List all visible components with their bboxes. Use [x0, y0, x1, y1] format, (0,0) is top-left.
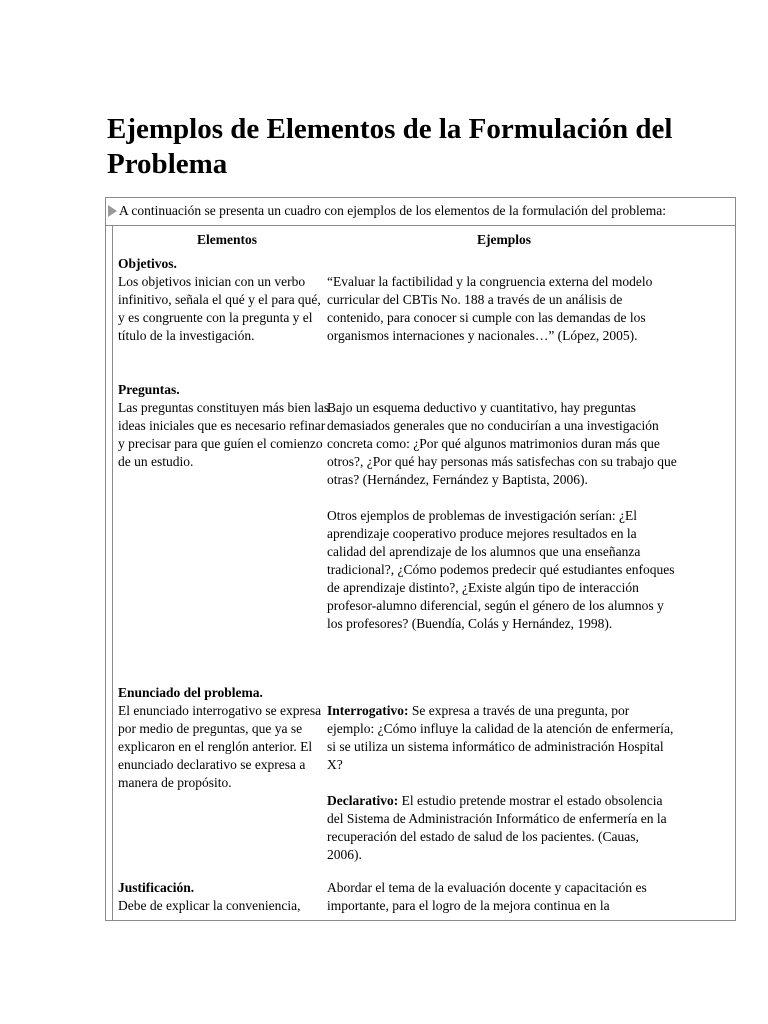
- example-label: Interrogativo:: [327, 703, 409, 718]
- element-heading: Justificación.: [118, 880, 195, 895]
- element-description: El enunciado interrogativo se expresa por medio de preguntas, que ya se explicaron en el renglón anterior. El enunciado declarativo se expresa a manera de propósito.: [118, 703, 322, 790]
- examples-table: [105, 197, 736, 921]
- example-text: Abordar el tema de la evaluación docente y capacitación es importante, para el logro de la mejora continua en la: [327, 880, 647, 913]
- table-intro-text: A continuación se presenta un cuadro con ejemplos de los elementos de la formulación del problema:: [119, 203, 666, 218]
- table-body: [112, 226, 735, 920]
- element-heading: Enunciado del problema.: [118, 685, 263, 700]
- example-label: Declarativo:: [327, 793, 399, 808]
- example-cell-objetivos: [327, 273, 677, 345]
- table-intro-row: [106, 198, 735, 226]
- element-cell-enunciado: [118, 684, 330, 792]
- element-cell-justificacion: [118, 879, 330, 915]
- element-cell-objetivos: [118, 255, 330, 345]
- example-text: Otros ejemplos de problemas de investigación serían: ¿El aprendizaje cooperativo produce mejores resultados en la calidad del aprendizaje de los alumnos que una enseñanza tradicional?, ¿Cómo podemos predecir qué estudiantes enfoques de aprendizaje distinto?, ¿Existe algún tipo de interacción profesor-alumno diferencial, según el género de los alumnos y los profesores? (Buendía, Colás y Hernández, 1998).: [327, 508, 675, 631]
- example-cell-justificacion: [327, 879, 677, 915]
- example-text: Bajo un esquema deductivo y cuantitativo, hay preguntas demasiados generales que no conducirían a una investigación concreta como: ¿Por qué algunos matrimonios duran más que otros?, ¿Por qué hay personas más satisfechas con su trabajo que otras? (Hernández, Fernández y Baptista, 2006).: [327, 400, 677, 487]
- example-cell-enunciado: [327, 702, 677, 864]
- example-text: “Evaluar la factibilidad y la congruencia externa del modelo curricular del CBTis No. 188 a través de un análisis de contenido, para conocer si cumple con las demandas de los organismos internaciones y nacionales…” (López, 2005).: [327, 274, 653, 343]
- example-declarativo: [327, 792, 677, 864]
- element-heading: Objetivos.: [118, 256, 177, 271]
- element-cell-preguntas: [118, 381, 330, 471]
- element-description: Los objetivos inician con un verbo infinitivo, señala el qué y el para qué, y es congruente con la pregunta y el título de la investigación.: [118, 274, 321, 343]
- page-title: Ejemplos de Elementos de la Formulación del Problema: [107, 113, 673, 180]
- element-heading: Preguntas.: [118, 382, 180, 397]
- example-text: El estudio pretende mostrar el estado obsolencia del Sistema de Administración Informático de enfermería en la recuperación del estado de salud de los pacientes. (Cauas, 2006).: [327, 793, 667, 862]
- column-header-ejemplos: Ejemplos: [477, 232, 531, 247]
- column-header-elementos: Elementos: [197, 232, 257, 247]
- triangle-marker-icon: [108, 205, 117, 217]
- example-cell-preguntas: [327, 399, 677, 633]
- example-interrogativo: [327, 702, 677, 774]
- element-description: Las preguntas constituyen más bien las ideas iniciales que es necesario refinar y precisar para que guíen el comienzo de un estudio.: [118, 400, 330, 469]
- example-text: Se expresa a través de una pregunta, por ejemplo: ¿Cómo influye la calidad de la atención de enfermería, si se utiliza un sistema informático de administración Hospital X?: [327, 703, 674, 772]
- element-description: Debe de explicar la conveniencia,: [118, 898, 301, 913]
